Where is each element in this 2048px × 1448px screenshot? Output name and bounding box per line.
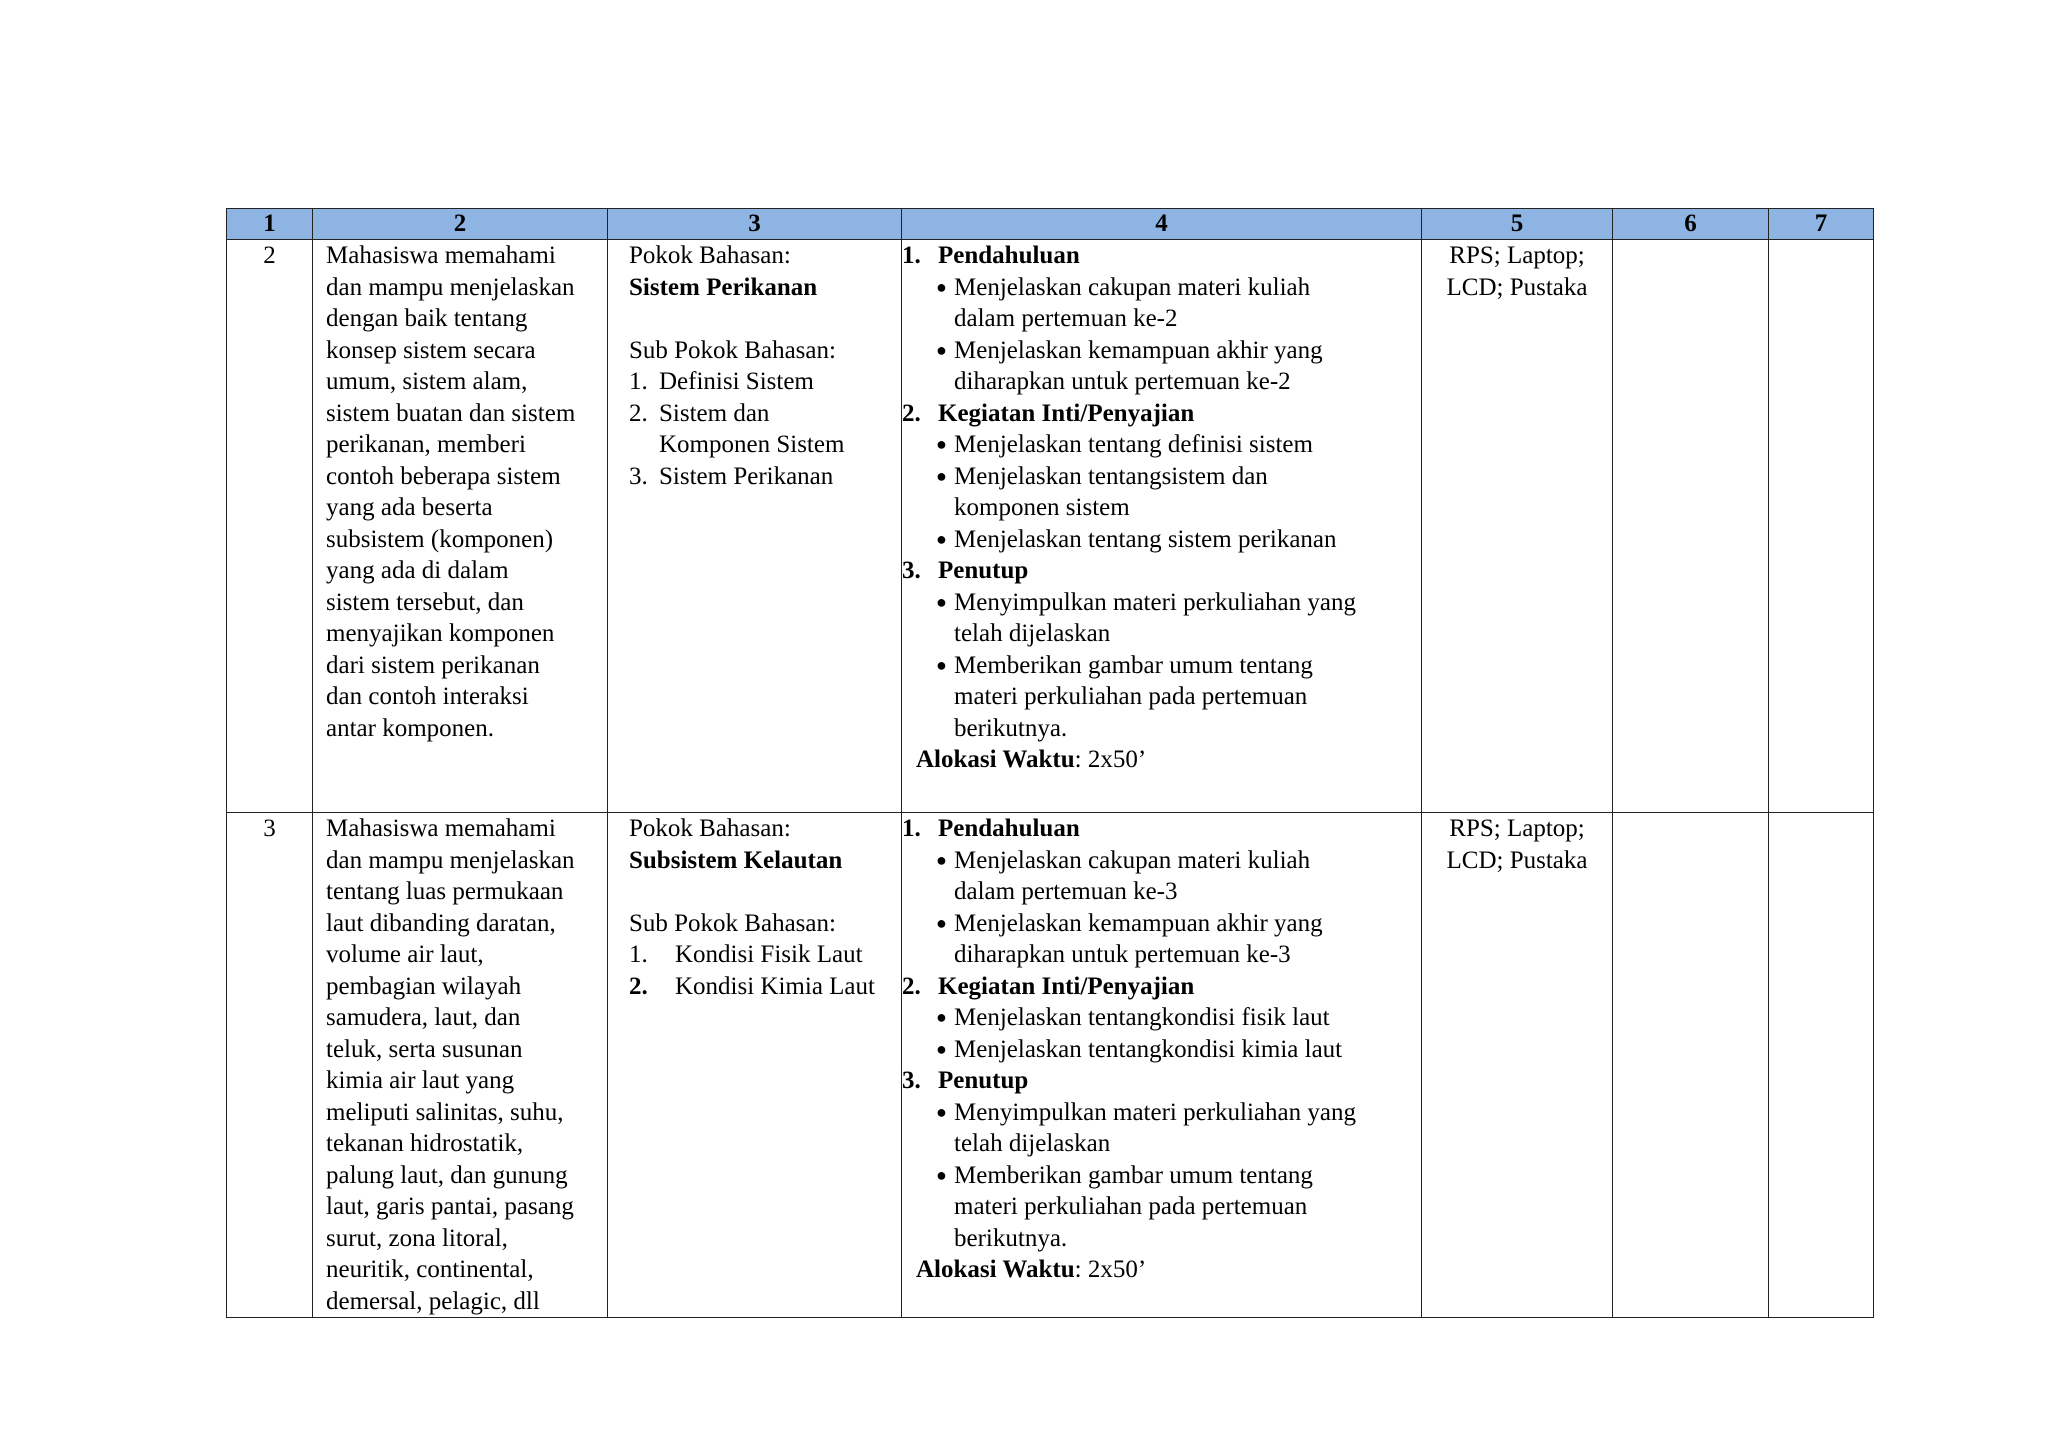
- sub-topic-item: [629, 461, 893, 493]
- activity-bullet-item: [936, 429, 1415, 461]
- activity-bullet-text: [954, 908, 1415, 971]
- activity-line: Menjelaskan kemampuan akhir yang: [954, 909, 1323, 937]
- activity-heading-title: Penutup: [938, 1067, 1029, 1094]
- objective-line: surut, zona litoral,: [326, 1224, 508, 1252]
- activity-line: materi perkuliahan pada pertemuan: [954, 1193, 1308, 1220]
- sub-topic-line: Kondisi Fisik Laut: [675, 941, 863, 968]
- activity-bullet-list: [902, 429, 1415, 555]
- activity-line: materi perkuliahan pada pertemuan: [954, 683, 1308, 710]
- header-cell-3: 3: [608, 209, 902, 240]
- media-line: RPS; Laptop;: [1449, 815, 1585, 842]
- activity-bullet-item: [936, 845, 1415, 908]
- objective-line: samudera, laut, dan: [326, 1004, 521, 1031]
- activity-bullet-item: [936, 524, 1415, 556]
- activity-bullet-text: [954, 461, 1415, 524]
- sub-topic-number: 2.: [629, 972, 648, 1000]
- activity-line: diharapkan untuk pertemuan ke-2: [954, 368, 1291, 395]
- sub-topic-item: [629, 398, 893, 461]
- activity-line: komponen sistem: [954, 494, 1130, 521]
- header-cell-7: 7: [1769, 209, 1874, 240]
- table-row: [227, 813, 1874, 1318]
- sub-topic-label: Sub Pokok Bahasan:: [629, 909, 836, 937]
- time-allocation-value: : 2x50’: [1074, 1256, 1147, 1283]
- activity-heading-title: Pendahuluan: [938, 815, 1080, 842]
- activity-line: Menjelaskan tentangsistem dan: [954, 462, 1268, 490]
- sub-topic-item: [629, 939, 893, 971]
- table-row: [227, 240, 1874, 813]
- header-cell-1: 1: [227, 209, 313, 240]
- learning-activities: [902, 240, 1422, 813]
- objective-line: perikanan, memberi: [326, 431, 526, 458]
- activity-line: berikutnya.: [954, 714, 1068, 742]
- meeting-number: 3: [227, 813, 313, 1318]
- objective-line: laut dibanding daratan,: [326, 909, 556, 937]
- objective-line: sistem buatan dan sistem: [326, 399, 576, 427]
- objective-line: Mahasiswa memahami: [326, 242, 556, 269]
- activity-bullet-item: [936, 650, 1415, 745]
- sub-topic-text: [659, 398, 844, 461]
- activity-bullet-text: [954, 587, 1415, 650]
- learning-objective: [313, 813, 608, 1318]
- header-cell-4: 4: [902, 209, 1422, 240]
- sub-topic-line: Kondisi Kimia Laut: [675, 972, 875, 1000]
- activity-bullet-text: [954, 272, 1415, 335]
- objective-line: laut, garis pantai, pasang: [326, 1193, 574, 1220]
- activity-heading-title: Kegiatan Inti/Penyajian: [938, 399, 1195, 427]
- objective-line: teluk, serta susunan: [326, 1035, 523, 1063]
- activity-heading-title: Penutup: [938, 557, 1029, 584]
- time-allocation-value: : 2x50’: [1074, 746, 1147, 773]
- bullet-icon: ●: [936, 1007, 947, 1027]
- rps-table: [226, 208, 1874, 1318]
- media-line: RPS; Laptop;: [1449, 242, 1585, 269]
- bullet-icon: ●: [936, 849, 947, 870]
- bullet-icon: ●: [936, 1038, 947, 1059]
- objective-line: demersal, pelagic, dll: [326, 1287, 540, 1315]
- sub-topic-text: [675, 939, 863, 971]
- sub-topic-text: [659, 461, 833, 493]
- objective-line: konsep sistem secara: [326, 336, 536, 364]
- bullet-icon: ●: [936, 654, 947, 675]
- topic-label: Pokok Bahasan:: [629, 242, 791, 269]
- activity-line: berikutnya.: [954, 1224, 1068, 1252]
- objective-line: pembagian wilayah: [326, 972, 522, 1000]
- activity-line: Memberikan gambar umum tentang: [954, 651, 1313, 679]
- activity-bullet-item: [936, 1160, 1415, 1255]
- activity-bullet-item: [936, 587, 1415, 650]
- activity-bullet-list: [902, 1097, 1415, 1255]
- sub-topic-line: Sistem dan: [659, 399, 770, 427]
- bullet-icon: ●: [936, 912, 947, 933]
- objective-line: dan mampu menjelaskan: [326, 273, 575, 301]
- activity-bullet-text: [954, 845, 1415, 908]
- bullet-icon: ●: [936, 465, 947, 486]
- bullet-icon: ●: [936, 591, 947, 612]
- topic-title: Subsistem Kelautan: [629, 846, 843, 874]
- activity-heading: [902, 813, 1415, 845]
- activity-bullet-text: [954, 429, 1415, 461]
- activity-line: Menjelaskan tentangkondisi fisik laut: [954, 1004, 1330, 1031]
- activity-line: diharapkan untuk pertemuan ke-3: [954, 941, 1291, 968]
- sub-topic-item: [629, 366, 893, 398]
- objective-line: Mahasiswa memahami: [326, 815, 556, 842]
- column-7-cell: [1769, 240, 1874, 813]
- activity-heading: [902, 555, 1415, 587]
- activity-bullet-item: [936, 272, 1415, 335]
- activity-line: telah dijelaskan: [954, 1130, 1111, 1157]
- objective-line: dengan baik tentang: [326, 305, 528, 332]
- activity-bullet-list: [902, 272, 1415, 398]
- activity-line: Menyimpulkan materi perkuliahan yang: [954, 588, 1356, 616]
- objective-line: dari sistem perikanan: [326, 651, 540, 679]
- time-allocation: [902, 1254, 1415, 1286]
- activity-line: Menjelaskan kemampuan akhir yang: [954, 336, 1323, 364]
- activity-line: dalam pertemuan ke-3: [954, 878, 1178, 905]
- objective-line: meliputi salinitas, suhu,: [326, 1098, 564, 1126]
- activity-bullet-list: [902, 587, 1415, 745]
- media-line: LCD; Pustaka: [1446, 846, 1588, 874]
- sub-topic-line: Definisi Sistem: [659, 368, 814, 395]
- objective-line: yang ada beserta: [326, 494, 493, 521]
- activity-heading: [902, 240, 1415, 272]
- learning-activities: [902, 813, 1422, 1318]
- activity-bullet-item: [936, 908, 1415, 971]
- objective-line: sistem tersebut, dan: [326, 588, 524, 616]
- objective-line: dan mampu menjelaskan: [326, 846, 575, 874]
- column-6-cell: [1613, 240, 1769, 813]
- sub-topic-number: 1.: [629, 941, 648, 968]
- objective-line: menyajikan komponen: [326, 620, 555, 647]
- bullet-icon: ●: [936, 1164, 947, 1185]
- activity-bullet-item: [936, 461, 1415, 524]
- activity-bullet-item: [936, 1097, 1415, 1160]
- sub-topic-item: [629, 971, 893, 1003]
- activity-bullet-text: [954, 1160, 1415, 1255]
- time-allocation: [902, 744, 1415, 776]
- table-body: [227, 240, 1874, 1318]
- activity-line: telah dijelaskan: [954, 620, 1111, 647]
- sub-topic-list: [629, 939, 893, 1002]
- activity-heading-number: 2.: [902, 399, 921, 427]
- sub-topic-list: [629, 366, 893, 492]
- activity-bullet-list: [902, 845, 1415, 971]
- bullet-icon: ●: [936, 1101, 947, 1122]
- bullet-icon: ●: [936, 276, 947, 297]
- activity-line: Menyimpulkan materi perkuliahan yang: [954, 1098, 1356, 1126]
- objective-line: subsistem (komponen): [326, 525, 554, 553]
- sub-topic-line: Sistem Perikanan: [659, 462, 834, 490]
- objective-line: antar komponen.: [326, 714, 495, 742]
- activity-line: Menjelaskan tentangkondisi kimia laut: [954, 1035, 1343, 1063]
- sub-topic-text: [659, 366, 814, 398]
- activity-heading-title: Kegiatan Inti/Penyajian: [938, 972, 1195, 1000]
- column-6-cell: [1613, 813, 1769, 1318]
- objective-line: contoh beberapa sistem: [326, 462, 561, 490]
- sub-topic-text: [675, 971, 875, 1003]
- objective-line: tekanan hidrostatik,: [326, 1130, 524, 1157]
- activity-heading: [902, 1065, 1415, 1097]
- bullet-icon: ●: [936, 528, 947, 549]
- topic-cell: [608, 240, 902, 813]
- header-cell-2: 2: [313, 209, 608, 240]
- activity-bullet-text: [954, 524, 1415, 556]
- activity-line: Menjelaskan tentang definisi sistem: [954, 431, 1313, 458]
- objective-line: volume air laut,: [326, 941, 484, 968]
- activity-heading: [902, 398, 1415, 430]
- activity-line: Memberikan gambar umum tentang: [954, 1161, 1313, 1189]
- objective-line: dan contoh interaksi: [326, 683, 529, 710]
- learning-objective: [313, 240, 608, 813]
- header-cell-5: 5: [1422, 209, 1613, 240]
- activity-bullet-text: [954, 1034, 1415, 1066]
- activity-bullet-text: [954, 1097, 1415, 1160]
- learning-media: [1422, 813, 1613, 1318]
- objective-line: neuritik, continental,: [326, 1256, 534, 1283]
- activity-heading-number: 2.: [902, 972, 921, 1000]
- topic-title: Sistem Perikanan: [629, 273, 818, 301]
- sub-topic-number: 2.: [629, 399, 648, 427]
- objective-line: yang ada di dalam: [326, 557, 509, 584]
- activity-heading-number: 1.: [902, 242, 921, 269]
- topic-cell: [608, 813, 902, 1318]
- column-7-cell: [1769, 813, 1874, 1318]
- sub-topic-label: Sub Pokok Bahasan:: [629, 336, 836, 364]
- objective-line: palung laut, dan gunung: [326, 1161, 568, 1189]
- objective-line: kimia air laut yang: [326, 1067, 515, 1094]
- sub-topic-line: Komponen Sistem: [659, 431, 845, 458]
- activity-line: Menjelaskan tentang sistem perikanan: [954, 525, 1337, 553]
- meeting-number: 2: [227, 240, 313, 813]
- activity-heading-number: 3.: [902, 1067, 921, 1094]
- topic-label: Pokok Bahasan:: [629, 815, 791, 842]
- activity-line: Menjelaskan cakupan materi kuliah: [954, 273, 1311, 301]
- activity-line: dalam pertemuan ke-2: [954, 305, 1178, 332]
- activity-bullet-item: [936, 335, 1415, 398]
- table-header: [227, 209, 1874, 240]
- activity-bullet-text: [954, 1002, 1415, 1034]
- activity-heading: [902, 971, 1415, 1003]
- activity-bullet-list: [902, 1002, 1415, 1065]
- objective-line: tentang luas permukaan: [326, 878, 564, 905]
- header-cell-6: 6: [1613, 209, 1769, 240]
- bullet-icon: ●: [936, 339, 947, 360]
- sub-topic-number: 1.: [629, 368, 648, 395]
- learning-media: [1422, 240, 1613, 813]
- media-line: LCD; Pustaka: [1446, 273, 1588, 301]
- activity-bullet-text: [954, 335, 1415, 398]
- objective-line: umum, sistem alam,: [326, 368, 528, 395]
- time-allocation-label: Alokasi Waktu: [916, 1256, 1075, 1283]
- time-allocation-label: Alokasi Waktu: [916, 746, 1075, 773]
- activity-heading-number: 3.: [902, 557, 921, 584]
- activity-heading-number: 1.: [902, 815, 921, 842]
- activity-heading-title: Pendahuluan: [938, 242, 1080, 269]
- activity-bullet-item: [936, 1002, 1415, 1034]
- activity-bullet-item: [936, 1034, 1415, 1066]
- sub-topic-number: 3.: [629, 462, 648, 490]
- bullet-icon: ●: [936, 434, 947, 454]
- activity-line: Menjelaskan cakupan materi kuliah: [954, 846, 1311, 874]
- activity-bullet-text: [954, 650, 1415, 745]
